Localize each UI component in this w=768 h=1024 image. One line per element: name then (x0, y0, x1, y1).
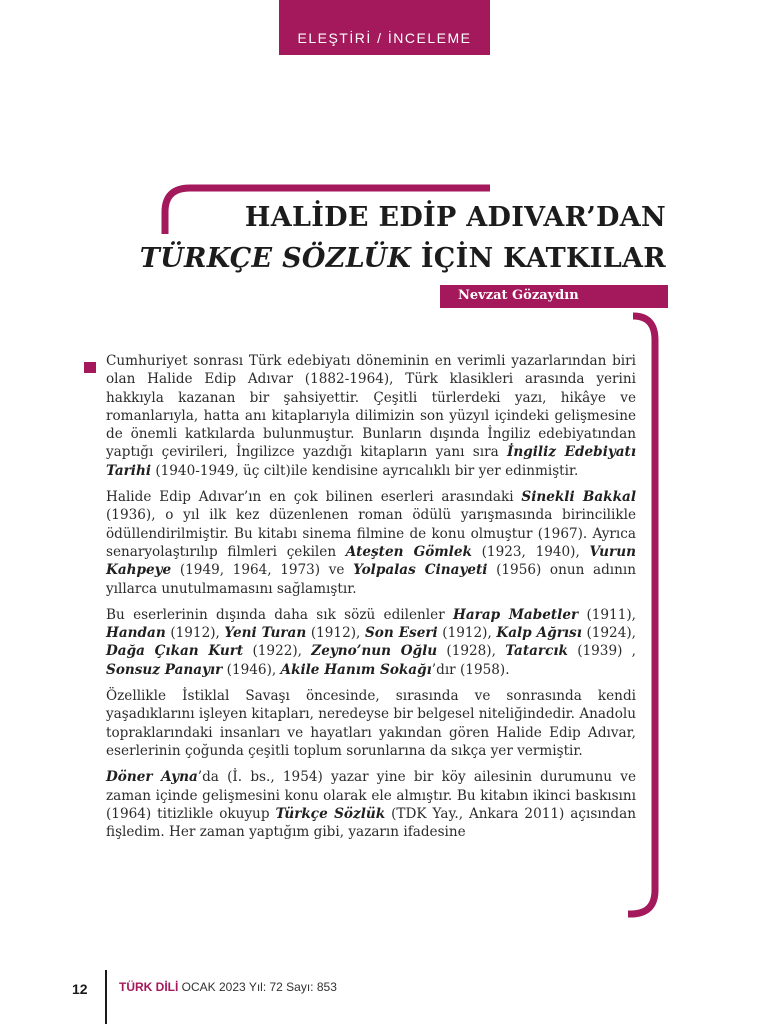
text-run: (1912), (165, 625, 225, 642)
text-run: (1946), (222, 661, 281, 678)
work-title: Tatarcık (505, 643, 568, 660)
work-title: Son Eseri (364, 625, 438, 642)
text-run: (1911), (578, 606, 636, 623)
text-run: Halide Edip Adıvar’ın en çok bilinen eserleri arasındaki (106, 489, 522, 506)
text-run: (1940-1949, üç cilt)ile kendisine ayrıcalıklı bir yer edinmiştir. (151, 462, 579, 479)
work-title: Dağa Çıkan Kurt (106, 643, 244, 660)
text-run: Özellikle İstiklal Savaşı öncesinde, sırasında ve sonrasında kendi yaşadıklarını işleyen kitapları, neredeyse bir belgesel niteliğindedir. Anadolu topraklarındaki insanları ve hayatları yakından gören Halide Edip Adıvar, eserlerinin çoğunda çeşitli toplum sorunlarına da sıkça yer vermiştir. (106, 688, 636, 759)
text-run: (1939) , (567, 643, 636, 660)
author-name: Nevzat Gözaydın (458, 288, 579, 303)
text-run: (1928), (437, 643, 506, 660)
work-title: Vurun Kahpeye (106, 543, 636, 579)
paragraph-bullet-icon (84, 362, 96, 373)
paragraph-4 (106, 687, 636, 760)
text-run: (1956) onun adının yıllarca unutulmamasını sağlamıştır. (106, 562, 636, 597)
article-body (106, 352, 636, 849)
paragraph-2 (106, 488, 636, 598)
footer-divider (105, 970, 107, 1024)
text-run: (TDK Yay., Ankara 2011) açısından fişledim. Her zaman yaptığım gibi, yazarın ifadesine (106, 805, 636, 841)
work-title: Handan (106, 625, 166, 642)
text-run: Bu eserlerinin dışında daha sık sözü edilenler (106, 606, 454, 623)
work-title: Türkçe Sözlük (275, 805, 386, 822)
author-bar (440, 285, 668, 308)
paragraph-5 (106, 768, 636, 841)
work-title: Zeyno’nun Oğlu (311, 643, 438, 660)
text-run: Cumhuriyet sonrası Türk edebiyatı döneminin en verimli yazarlarından biri olan Halide Edip Adıvar (1882-1964), Türk klasikleri arasında yerini hakkıyla kazanan bir şahsiyettir. Çeşitli türlerdeki yazı, hikâye ve romanlarıyla, hatta anı kitaplarıyla dilimizin son yüzyıl içindeki gelişmesine de önemli katkılarda bulunmuştur. Bunların dışında İngiliz edebiyatından yaptığı çevirileri, İngilizce yazdığı kitapların yanı sıra (106, 353, 636, 461)
article-title-line2 (100, 243, 666, 274)
work-title: Harap Mabetler (453, 606, 579, 623)
work-title: Akile Hanım Sokağı (280, 661, 432, 678)
section-label: ELEŞTİRİ / İNCELEME (297, 30, 472, 46)
work-title: Döner Ayna (106, 769, 198, 786)
page-number: 12 (72, 981, 88, 997)
text-run: (1936), o yıl ilk kez düzenlenen roman ödülü yarışmasında birincilikle ödüllendirilmiştir. Bu kitabı sinema filmine de konu olmuştur (1967). Ayrıca senaryolaştırılıp filmleri çekilen (106, 507, 636, 560)
text-run: ’da (İ. bs., 1954) yazar yine bir köy ailesinin durumunu ve zaman içinde gelişmesini konu olarak ele almıştır. Bu kitabın ikinci baskısını (1964) titizlikle okuyup (106, 769, 636, 822)
paragraph-3 (106, 606, 636, 679)
text-run: (1922), (243, 643, 312, 660)
text-run: (1924), (581, 625, 636, 642)
footer-issue-info (119, 980, 337, 994)
work-title: İngiliz Edebiyatı Tarihi (106, 444, 637, 479)
work-title: Yeni Turan (224, 625, 307, 642)
work-title: Sonsuz Panayır (106, 661, 223, 678)
paragraph-1 (106, 352, 636, 480)
article-title-line1: HALİDE EDİP ADIVAR’DAN (244, 202, 666, 233)
text-run: (1912), (306, 625, 365, 642)
title-rest-part: İÇİN KATKILAR (411, 243, 666, 274)
work-title: Kalp Ağrısı (496, 625, 582, 642)
work-title: Sinekli Bakkal (521, 489, 636, 506)
section-tab (279, 0, 490, 55)
issue-info: OCAK 2023 Yıl: 72 Sayı: 853 (178, 980, 337, 994)
text-run: ’dır (1958). (431, 661, 510, 678)
title-italic-part: TÜRKÇE SÖZLÜK (139, 243, 412, 274)
text-run: (1923, 1940), (471, 543, 590, 560)
magazine-name: TÜRK DİLİ (119, 980, 179, 994)
text-run: (1949, 1964, 1973) ve (171, 562, 354, 579)
work-title: Yolpalas Cinayeti (353, 562, 488, 579)
work-title: Ateşten Gömlek (345, 543, 472, 560)
text-run: (1912), (437, 625, 497, 642)
